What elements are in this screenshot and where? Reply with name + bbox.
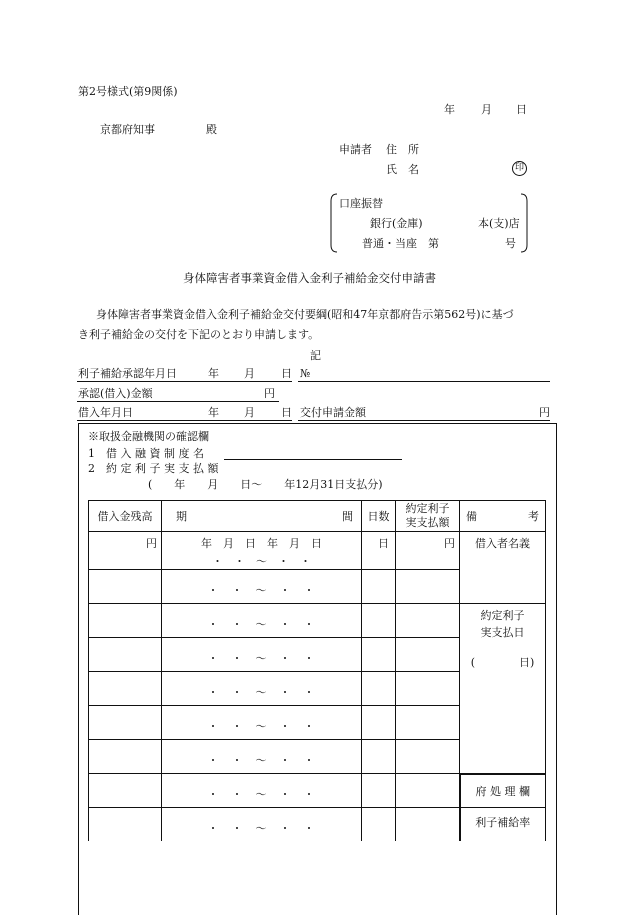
table-row: ・ ・ ～ ・ ・	[89, 570, 546, 604]
header-days: 日数	[362, 501, 396, 532]
borrow-year: 年	[208, 406, 219, 419]
body-line-2: き利子補給金の交付を下記のとおり申請します。	[78, 328, 320, 341]
header-balance: 借入金残高	[89, 501, 162, 532]
interest-cell: 円	[396, 532, 460, 570]
confirm-title: ※取扱金融機関の確認欄	[88, 430, 209, 443]
requested-amount-underline	[298, 420, 550, 421]
ki-label: 記	[310, 349, 321, 362]
days-cell: 日	[362, 532, 396, 570]
approval-month: 月	[244, 367, 255, 380]
approval-number-underline	[298, 381, 550, 382]
applicant-label: 申請者	[339, 143, 372, 156]
name-label: 氏 名	[386, 163, 419, 176]
account-type: 普通・当座 第	[362, 237, 439, 250]
branch-label: 本(支)店	[478, 217, 520, 230]
header-period: 期 間	[162, 501, 362, 532]
approval-day: 日	[281, 367, 292, 380]
approval-date-underline	[77, 381, 292, 382]
item1-label: 借 入 融 資 制 度 名	[106, 447, 204, 460]
payment-period: ( 年 月 日～ 年12月31日支払分)	[148, 478, 383, 491]
borrow-date-underline	[77, 420, 292, 421]
approval-date-label: 利子補給承認年月日	[78, 367, 177, 380]
period-cell: 年 月 日 年 月 日 ・ ・ ～ ・ ・	[162, 532, 362, 570]
table-row: ・ ・ ～ ・ ・ 約定利子 実支払日 ( 日)	[89, 604, 546, 638]
addressee-honorific: 殿	[206, 123, 217, 136]
seal-icon: 印	[512, 161, 527, 176]
table-row: ・ ・ ～ ・ ・	[89, 638, 546, 672]
table-row: ・ ・ ～ ・ ・	[89, 672, 546, 706]
address-label: 住 所	[386, 143, 419, 156]
table-row: ・ ・ ～ ・ ・ 府 処 理 欄	[89, 774, 546, 808]
approved-amount-underline	[77, 401, 279, 402]
balance-cell: 円	[89, 532, 162, 570]
borrow-date-label: 借入年月日	[78, 406, 133, 419]
approved-amount-yen: 円	[264, 387, 275, 400]
item2-number: 2	[88, 462, 95, 475]
header-remarks: 備 考	[460, 501, 546, 532]
body-line-1: 身体障害者事業資金借入金利子補給金交付要綱(昭和47年京都府告示第562号)に基づ	[96, 308, 514, 321]
left-bracket-icon	[330, 193, 338, 253]
approved-amount-label: 承認(借入)金額	[78, 387, 153, 400]
table-row: ・ ・ ～ ・ ・	[89, 706, 546, 740]
approval-number-label: №	[300, 367, 311, 380]
confirm-box-left-border	[78, 423, 79, 915]
borrower-name-cell: 借入者名義	[460, 532, 546, 604]
approval-year: 年	[208, 367, 219, 380]
table-row	[89, 532, 546, 570]
requested-amount-label: 交付申請金額	[300, 406, 366, 419]
table-header-row	[89, 501, 546, 532]
right-bracket-icon	[520, 193, 528, 253]
confirm-box-right-border	[556, 423, 557, 915]
form-number: 第2号様式(第9関係)	[78, 85, 178, 98]
office-use-cell: 府 処 理 欄	[460, 774, 546, 808]
requested-amount-yen: 円	[539, 406, 550, 419]
confirm-box-top-border	[78, 423, 556, 424]
item1-number: 1	[88, 447, 95, 460]
bank-transfer-title: 口座振替	[339, 197, 383, 210]
item2-label: 約 定 利 子 実 支 払 額	[106, 462, 219, 475]
interest-payment-table	[88, 500, 546, 841]
date-day: 日	[516, 103, 527, 116]
document-title: 身体障害者事業資金借入金利子補給金交付申請書	[183, 271, 436, 285]
table-row: ・ ・ ～ ・ ・	[89, 740, 546, 774]
table-row: ・ ・ ～ ・ ・ 利子補給率	[89, 808, 546, 842]
borrow-month: 月	[244, 406, 255, 419]
bank-label: 銀行(金庫)	[370, 217, 423, 230]
addressee: 京都府知事	[100, 123, 155, 136]
borrow-day: 日	[281, 406, 292, 419]
pay-date-cell: 約定利子 実支払日 ( 日)	[460, 604, 546, 774]
account-number-suffix: 号	[505, 237, 516, 250]
date-year: 年	[444, 103, 455, 116]
interest-rate-cell: 利子補給率	[460, 808, 546, 842]
item1-underline	[224, 459, 402, 460]
date-month: 月	[481, 103, 492, 116]
header-interest: 約定利子 実支払額	[396, 501, 460, 532]
